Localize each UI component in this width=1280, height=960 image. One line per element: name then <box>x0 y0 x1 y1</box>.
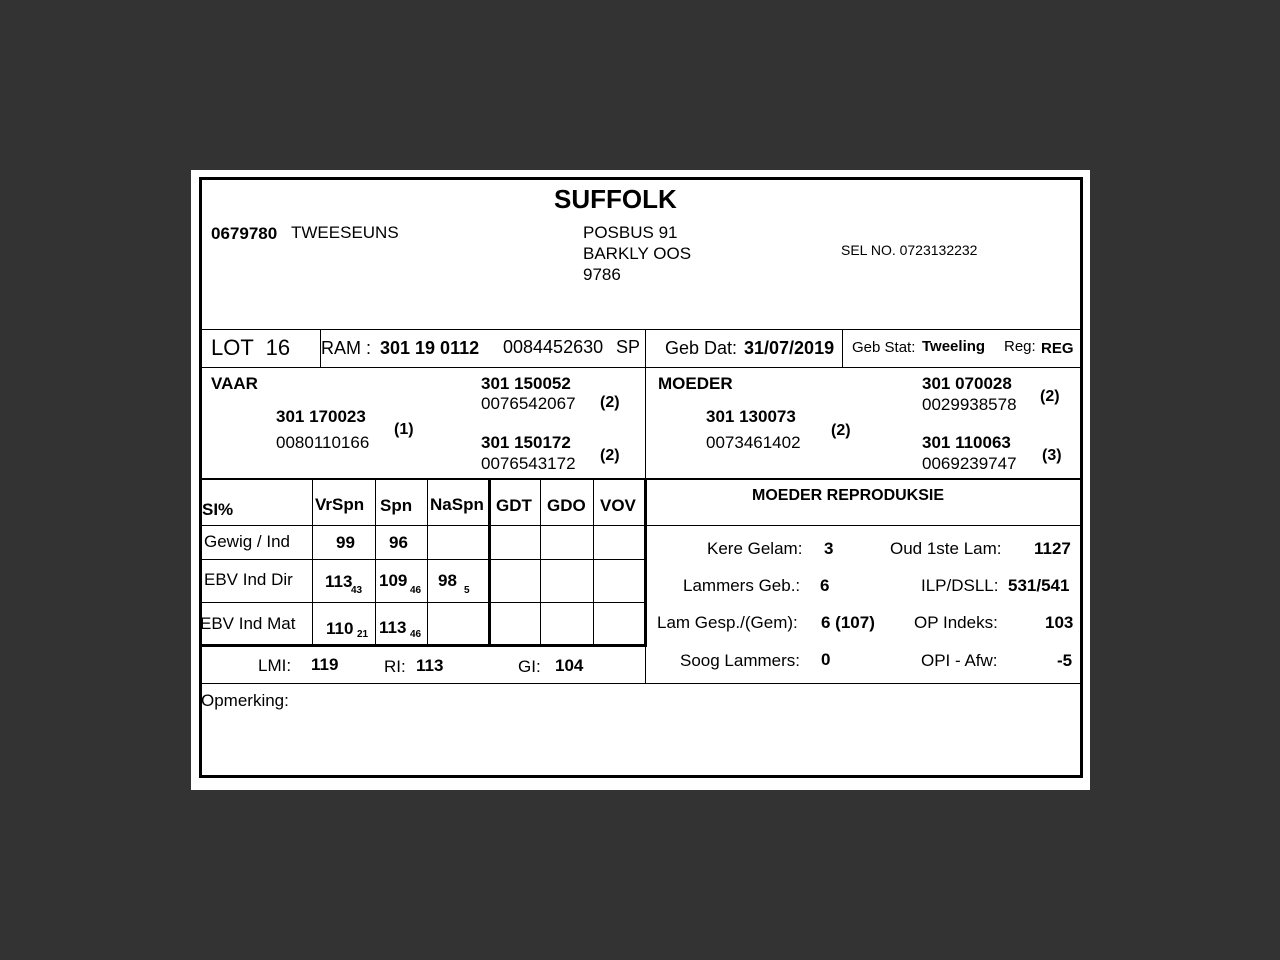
op-index-value: 103 <box>1045 613 1074 632</box>
ri-value: 113 <box>416 656 444 675</box>
sire-sire-number: 0076542067 <box>481 394 576 413</box>
ram-label: RAM : <box>321 338 372 358</box>
si-ebv-dir-vrspn-sub: 43 <box>351 585 363 596</box>
ilp-label: ILP/DSLL: <box>921 576 999 595</box>
breeder-name: TWEESEUNS <box>291 223 399 242</box>
si-header-naspn: NaSpn <box>430 495 484 514</box>
si-ebv-dir-spn: 109 <box>379 571 408 590</box>
lambs-born-value: 6 <box>820 576 830 595</box>
gi-label: GI: <box>518 657 541 676</box>
divider-repro-title <box>646 525 1080 526</box>
suckled-value: 0 <box>821 650 831 669</box>
ram-id: 301 19 0112 <box>380 338 480 358</box>
divider-indices-bottom <box>202 683 1080 684</box>
si-ebv-dir-spn-sub: 46 <box>410 585 422 596</box>
border-top <box>199 177 1083 180</box>
address-line-1: POSBUS 91 <box>583 223 678 242</box>
sire-label: VAAR <box>211 374 258 393</box>
times-lambed-label: Kere Gelam: <box>707 539 803 558</box>
sire-number: 0080110166 <box>276 433 370 452</box>
si-ebv-mat-vrspn-sub: 21 <box>357 629 369 640</box>
dam-sire-count: (2) <box>1040 388 1060 405</box>
border-bottom <box>199 775 1083 778</box>
si-row-line-2 <box>202 602 645 603</box>
dam-count: (2) <box>831 422 851 439</box>
si-col-spn <box>427 480 428 645</box>
si-row-label-ebv-dir: EBV Ind Dir <box>204 570 293 589</box>
si-table-right <box>644 480 647 646</box>
divider-pedigree-bottom <box>202 478 1080 480</box>
breeder-number: 0679780 <box>211 224 278 243</box>
dam-number: 0073461402 <box>706 433 801 452</box>
si-row-label-ebv-mat: EBV Ind Mat <box>200 614 296 633</box>
divider-lot-bottom <box>202 367 1080 368</box>
si-header-gdt: GDT <box>496 496 532 515</box>
sire-dam-id: 301 150172 <box>481 433 571 452</box>
lot-col-3 <box>842 329 843 367</box>
si-col-vrspn <box>375 480 376 645</box>
sire-dam-count: (2) <box>600 447 620 464</box>
si-table-bottom <box>202 644 647 647</box>
lambs-weaned-label: Lam Gesp./(Gem): <box>657 613 798 632</box>
si-ebv-dir-naspn: 98 <box>438 571 457 590</box>
op-index-label: OP Indeks: <box>914 613 998 632</box>
lot-col-2 <box>645 329 646 367</box>
dam-id: 301 130073 <box>706 407 796 426</box>
si-ebv-mat-spn: 113 <box>379 618 407 637</box>
lmi-label: LMI: <box>258 656 292 675</box>
si-col-naspn <box>488 480 491 645</box>
birth-status-label: Geb Stat: <box>852 339 916 356</box>
lambs-weaned-value: 6 (107) <box>821 613 875 632</box>
age-first-lamb-label: Oud 1ste Lam: <box>890 539 1002 558</box>
lambs-born-label: Lammers Geb.: <box>683 576 801 595</box>
si-header-vrspn: VrSpn <box>315 495 365 514</box>
si-ebv-dir-naspn-sub: 5 <box>464 585 470 596</box>
si-row-line-1 <box>202 559 645 560</box>
address-line-2: BARKLY OOS <box>583 244 692 263</box>
birth-status-value: Tweeling <box>922 338 986 355</box>
ram-number: 0084452630 <box>503 337 604 357</box>
si-header-si: SI% <box>202 500 234 519</box>
si-col-label <box>312 480 313 645</box>
sire-count: (1) <box>394 421 414 438</box>
dam-sire-number: 0029938578 <box>922 395 1017 414</box>
si-weight-spn: 96 <box>389 533 408 552</box>
ilp-value: 531/541 <box>1008 576 1070 595</box>
reg-value: REG <box>1041 340 1074 357</box>
si-ebv-mat-vrspn: 110 <box>326 619 354 638</box>
breed-title: SUFFOLK <box>554 184 677 214</box>
remarks-label: Opmerking: <box>201 691 289 710</box>
lmi-value: 119 <box>311 655 339 674</box>
sire-dam-number: 0076543172 <box>481 454 576 473</box>
opi-label: OPI - Afw: <box>921 651 998 670</box>
address-line-3: 9786 <box>583 265 621 284</box>
lot-card <box>191 170 1090 790</box>
sire-sire-id: 301 150052 <box>481 374 571 393</box>
si-ebv-mat-spn-sub: 46 <box>410 629 422 640</box>
gi-value: 104 <box>555 656 584 675</box>
dam-dam-number: 0069239747 <box>922 454 1017 473</box>
ri-label: RI: <box>384 657 406 676</box>
si-col-gdt <box>540 480 541 645</box>
si-header-spn: Spn <box>380 496 413 515</box>
si-header-gdo: GDO <box>547 496 586 515</box>
dam-label: MOEDER <box>658 374 733 393</box>
opi-value: -5 <box>1057 651 1073 670</box>
ram-suffix: SP <box>616 337 641 357</box>
si-header-vov: VOV <box>600 496 636 515</box>
divider-lot-top <box>202 329 1080 330</box>
suckled-label: Soog Lammers: <box>680 651 800 670</box>
times-lambed-value: 3 <box>824 539 834 558</box>
dam-sire-id: 301 070028 <box>922 374 1012 393</box>
lot-number: LOT 16 <box>211 335 291 360</box>
dam-dam-count: (3) <box>1042 447 1062 464</box>
border-right <box>1080 177 1083 778</box>
si-weight-vrspn: 99 <box>336 533 355 552</box>
sire-sire-count: (2) <box>600 394 620 411</box>
reg-label: Reg: <box>1004 338 1036 355</box>
repro-title: MOEDER REPRODUKSIE <box>752 487 945 504</box>
si-ebv-dir-vrspn: 113 <box>325 572 353 591</box>
si-header-line <box>202 525 645 526</box>
si-col-gdo <box>593 480 594 645</box>
phone-number: SEL NO. 0723132232 <box>841 242 978 258</box>
birth-date-label: Geb Dat: <box>665 338 738 358</box>
birth-date-value: 31/07/2019 <box>744 338 835 358</box>
sire-id: 301 170023 <box>276 407 366 426</box>
dam-dam-id: 301 110063 <box>922 433 1011 452</box>
age-first-lamb-value: 1127 <box>1034 539 1071 558</box>
si-row-label-weight: Gewig / Ind <box>204 532 290 551</box>
